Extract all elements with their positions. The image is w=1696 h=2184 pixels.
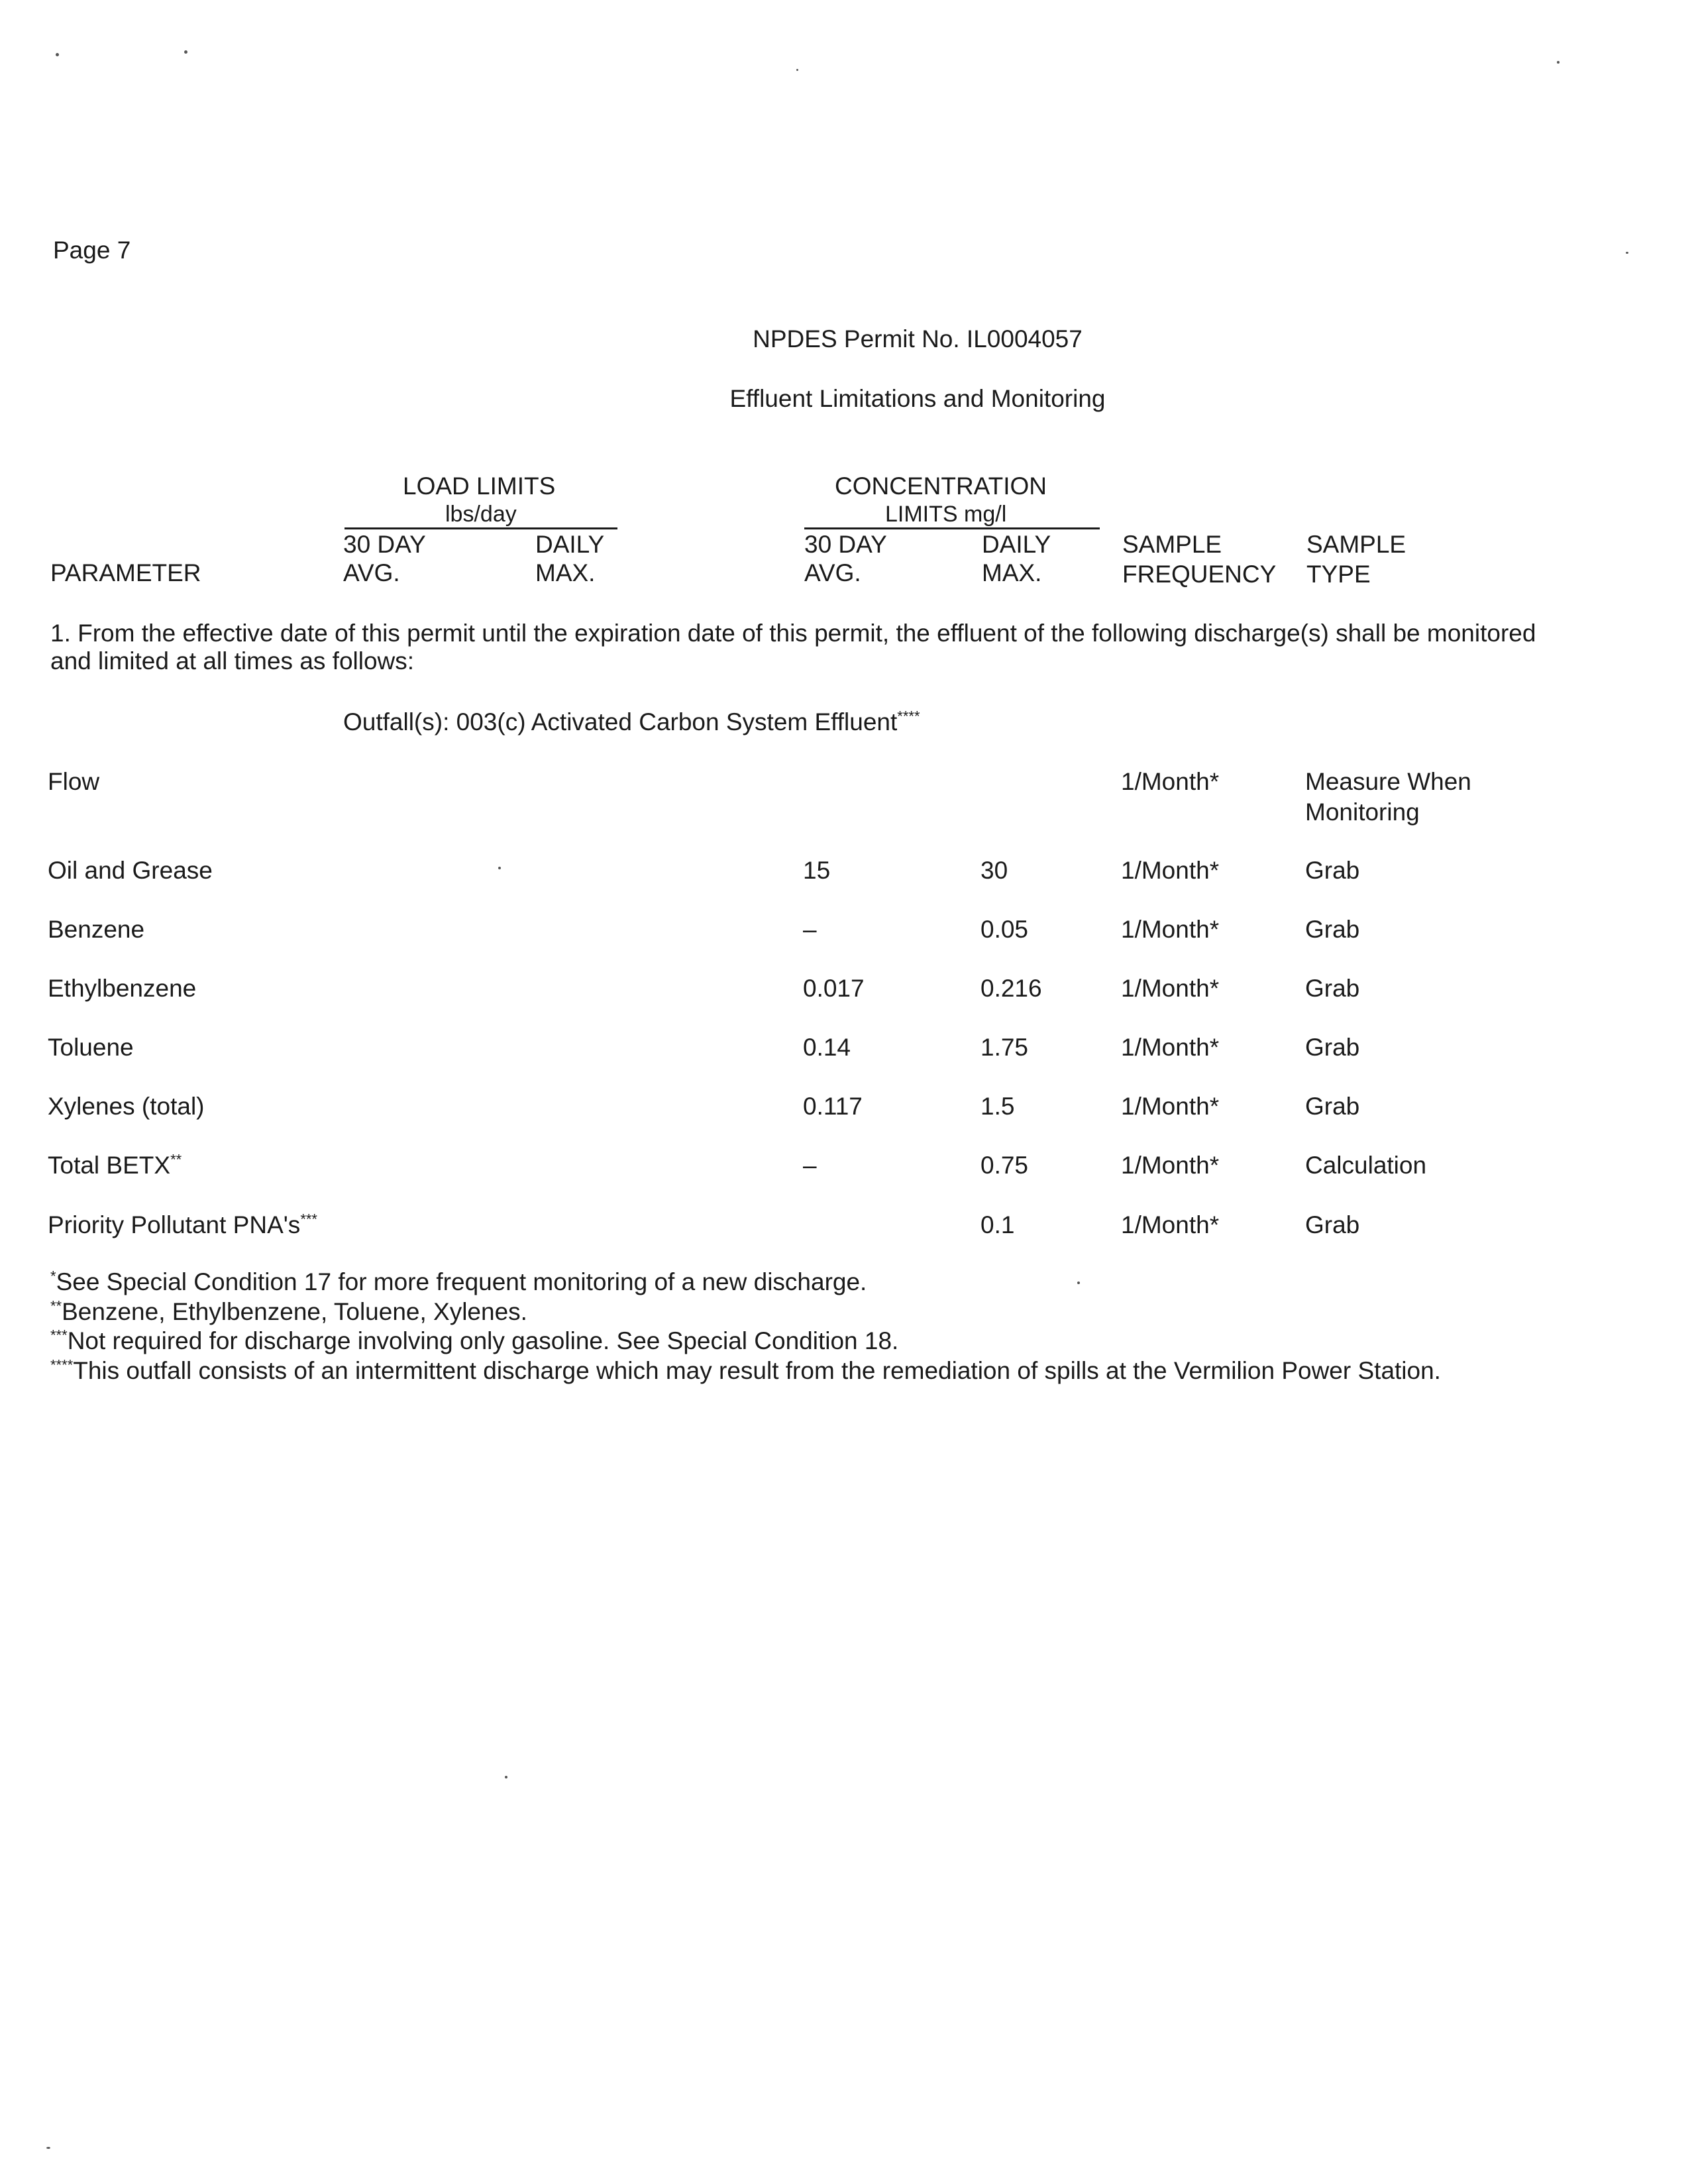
parameter-cell: Flow xyxy=(48,768,100,795)
footnote-text: This outfall consists of an intermittent discharge which may result from the remediation of spills at the Vermilion Power Station. xyxy=(73,1357,1441,1384)
conc-30day-avg-cell: 15 xyxy=(803,857,831,884)
sample-frequency-cell: 1/Month* xyxy=(1121,1093,1220,1120)
sample-type-label: SAMPLE xyxy=(1306,531,1406,558)
parameter-footnote-marker: ** xyxy=(170,1151,182,1168)
scan-speck xyxy=(1626,252,1628,254)
parameter-cell: Total BETX** xyxy=(48,1151,182,1179)
sample-frequency-cell: 1/Month* xyxy=(1121,1034,1220,1061)
conc-30day-label: 30 DAY xyxy=(804,531,887,558)
footnote-marker: **** xyxy=(50,1356,74,1374)
page-number: Page 7 xyxy=(53,237,131,264)
parameter-cell: Oil and Grease xyxy=(48,857,213,884)
sample-type-cell: Calculation xyxy=(1305,1152,1427,1179)
outfall-label: Outfall(s): 003(c) Activated Carbon System Effluent**** xyxy=(343,708,920,736)
conc-daily-max-cell: 0.05 xyxy=(980,916,1029,943)
parameter-cell: Xylenes (total) xyxy=(48,1093,205,1120)
sample-frequency-cell: 1/Month* xyxy=(1121,1152,1220,1179)
footnote-item xyxy=(50,1268,867,1297)
conc-daily-max-cell: 30 xyxy=(980,857,1008,884)
footnote-marker: ** xyxy=(50,1297,62,1315)
parameter-cell: Ethylbenzene xyxy=(48,975,197,1002)
footnote-marker: *** xyxy=(50,1327,68,1344)
scan-speck xyxy=(1077,1282,1080,1284)
section-title: Effluent Limitations and Monitoring xyxy=(729,385,1106,412)
load-daily-max-label: MAX. xyxy=(535,559,596,586)
footnote-item xyxy=(50,1297,527,1327)
sample-frequency-label-2: FREQUENCY xyxy=(1122,561,1277,588)
footnote-text: See Special Condition 17 for more frequent monitoring of a new discharge. xyxy=(56,1268,867,1295)
conc-daily-max-cell: 1.5 xyxy=(980,1093,1015,1120)
conc-30day-avg-label: AVG. xyxy=(804,559,861,586)
load-limits-rule xyxy=(344,527,617,529)
sample-frequency-cell: 1/Month* xyxy=(1121,1211,1220,1238)
load-units: lbs/day xyxy=(445,502,517,527)
sample-type-cell: Grab xyxy=(1305,1211,1360,1238)
sample-type-cell: Grab xyxy=(1305,1093,1360,1120)
sample-type-cell: Grab xyxy=(1305,975,1360,1002)
intro-line-1: 1. From the effective date of this permit until the expiration date of this permit, the effluent of the following discharge(s) shall be monitored xyxy=(50,620,1536,647)
concentration-rule xyxy=(804,527,1100,529)
sample-frequency-cell: 1/Month* xyxy=(1121,916,1220,943)
sample-type-label-2: TYPE xyxy=(1306,561,1371,588)
load-limits-heading: LOAD LIMITS xyxy=(403,472,556,500)
scan-speck xyxy=(184,50,187,54)
scan-speck xyxy=(46,2147,50,2149)
concentration-heading: CONCENTRATION xyxy=(835,472,1047,500)
sample-frequency-cell: 1/Month* xyxy=(1121,857,1220,884)
sample-frequency-label: SAMPLE xyxy=(1122,531,1222,558)
outfall-marker: **** xyxy=(897,708,920,725)
sample-frequency-cell: 1/Month* xyxy=(1121,975,1220,1002)
load-30day-avg-label: AVG. xyxy=(343,559,400,586)
conc-30day-avg-cell: – xyxy=(803,1152,817,1179)
footnote-text: Benzene, Ethylbenzene, Toluene, Xylenes. xyxy=(62,1298,527,1325)
load-daily-label: DAILY xyxy=(535,531,605,558)
conc-30day-avg-cell: 0.017 xyxy=(803,975,865,1002)
conc-daily-max-cell: 0.75 xyxy=(980,1152,1029,1179)
sample-type-cell: Grab xyxy=(1305,1034,1360,1061)
scan-speck xyxy=(796,69,798,71)
parameter-cell: Priority Pollutant PNA's*** xyxy=(48,1211,317,1238)
conc-daily-max-label: MAX. xyxy=(982,559,1042,586)
footnote-text: Not required for discharge involving only gasoline. See Special Condition 18. xyxy=(67,1327,899,1354)
conc-30day-avg-cell: – xyxy=(803,916,817,943)
load-30day-label: 30 DAY xyxy=(343,531,426,558)
footnote-item xyxy=(50,1327,898,1356)
conc-daily-max-cell: 1.75 xyxy=(980,1034,1029,1061)
conc-30day-avg-cell: 0.117 xyxy=(803,1093,863,1120)
conc-daily-label: DAILY xyxy=(982,531,1051,558)
conc-daily-max-cell: 0.216 xyxy=(980,975,1042,1002)
footnote-marker: * xyxy=(50,1268,56,1285)
intro-line-2: and limited at all times as follows: xyxy=(50,647,415,675)
parameter-cell: Toluene xyxy=(48,1034,134,1061)
permit-title: NPDES Permit No. IL0004057 xyxy=(753,325,1083,353)
sample-type-cell: Grab xyxy=(1305,916,1360,943)
scan-speck xyxy=(498,867,501,869)
conc-30day-avg-cell: 0.14 xyxy=(803,1034,851,1061)
parameter-footnote-marker: *** xyxy=(300,1211,317,1228)
sample-frequency-cell: 1/Month* xyxy=(1121,768,1220,795)
scan-speck xyxy=(1557,61,1560,64)
conc-daily-max-cell: 0.1 xyxy=(980,1211,1015,1238)
scan-speck xyxy=(56,53,59,56)
sample-type-cell: Grab xyxy=(1305,857,1360,884)
scan-speck xyxy=(505,1776,507,1778)
sample-type-cell-continued: Monitoring xyxy=(1305,798,1420,826)
parameter-heading: PARAMETER xyxy=(50,559,201,586)
concentration-units: LIMITS mg/l xyxy=(885,502,1007,527)
sample-type-cell: Measure When xyxy=(1305,768,1471,795)
parameter-cell: Benzene xyxy=(48,916,145,943)
footnote-item xyxy=(50,1356,1441,1386)
